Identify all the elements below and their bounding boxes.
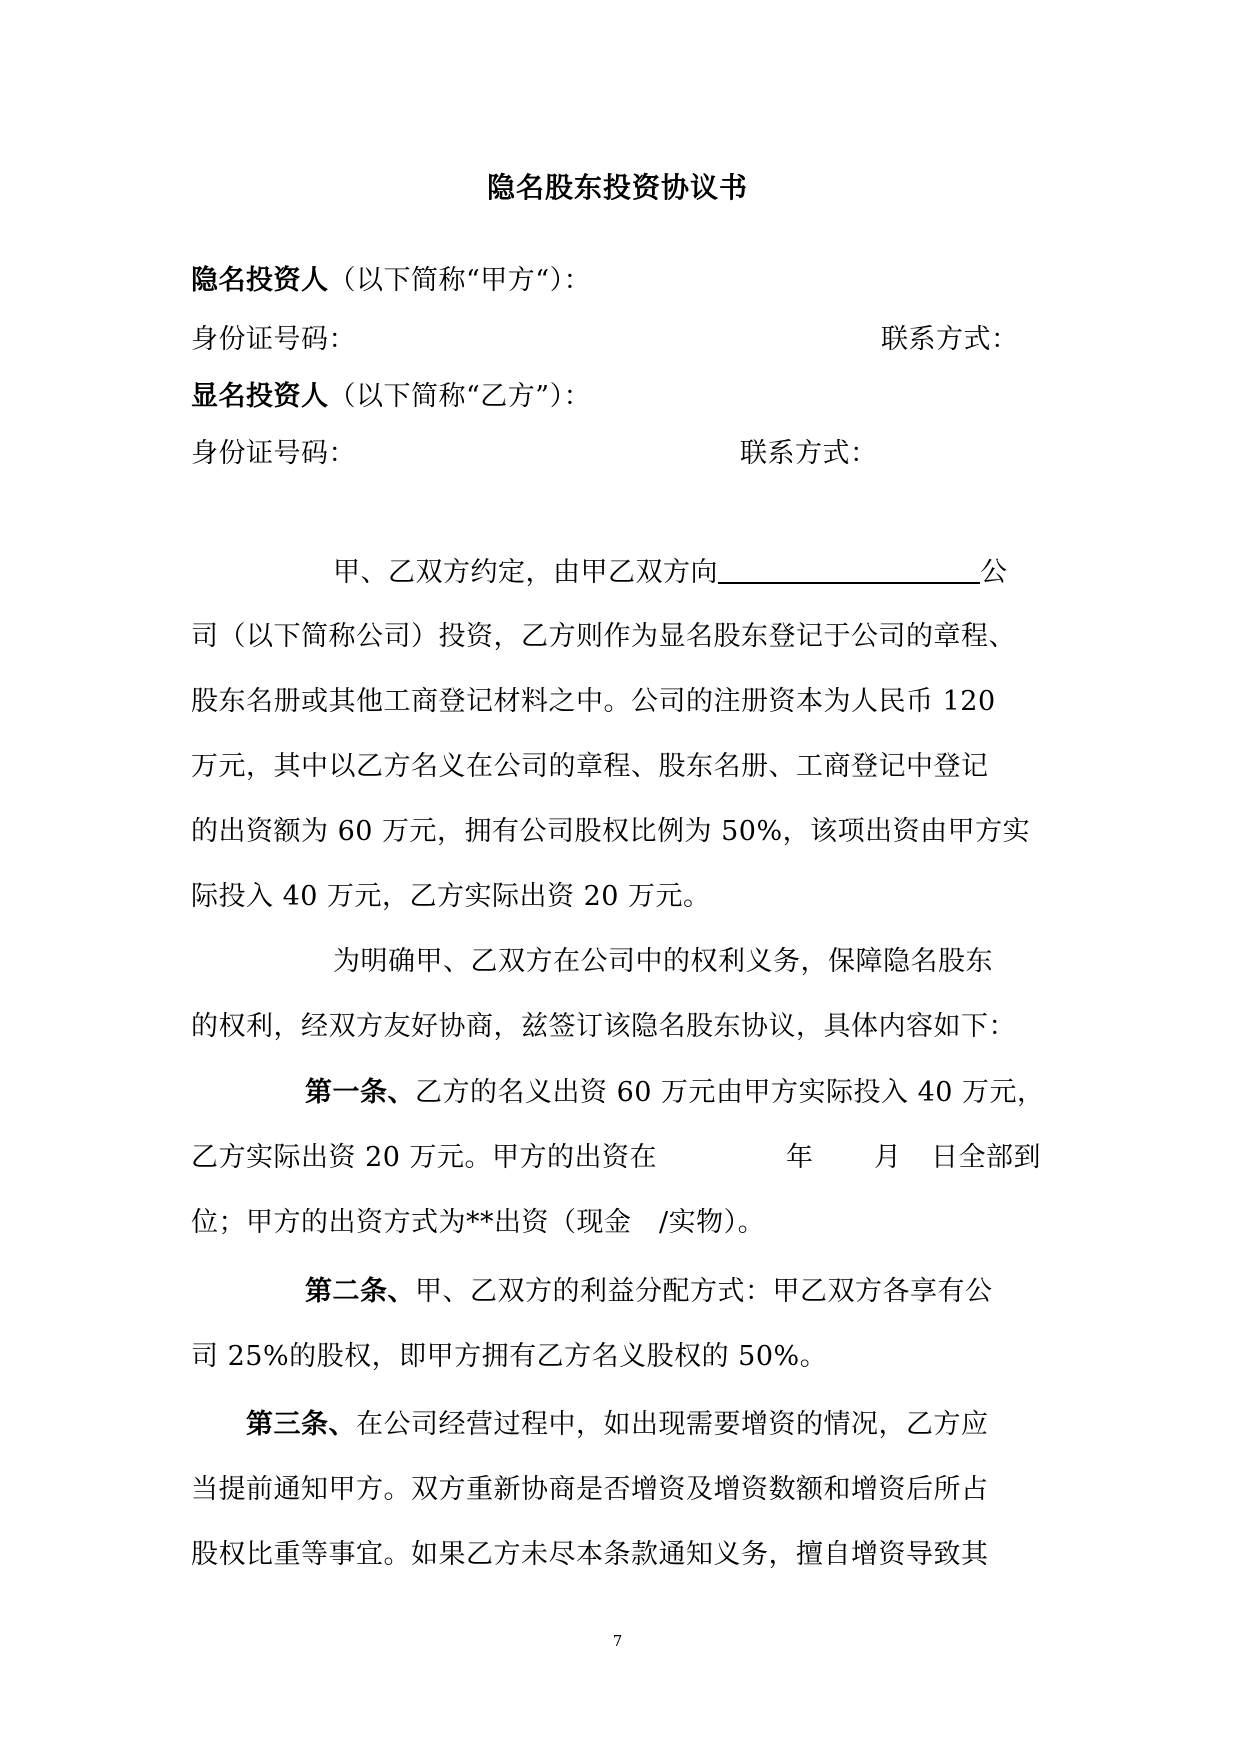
- party-b-contact-label: 联系方式：: [740, 438, 878, 469]
- art3-line1: [246, 1408, 989, 1442]
- para1-line3: 股东名册或其他工商登记材料之中。公司的注册资本为人民币 120: [191, 686, 996, 717]
- art2-label: 第二条、: [305, 1276, 415, 1307]
- party-b-id-label: 身份证号码：: [191, 438, 356, 469]
- art1-line1: [305, 1076, 1045, 1110]
- art1-text1: 乙方的名义出资 60 万元由甲方实际投入 40 万元，: [415, 1077, 1045, 1108]
- para1-line4: 万元，其中以乙方名义在公司的章程、股东名册、工商登记中登记: [191, 751, 989, 782]
- art2-text1: 甲、乙双方的利益分配方式：甲乙双方各享有公: [415, 1276, 993, 1307]
- para1-line2: 司（以下简称公司）投资，乙方则作为显名股东登记于公司的章程、: [191, 621, 1016, 652]
- para1-line5: 的出资额为 60 万元，拥有公司股权比例为 50%，该项出资由甲方实: [191, 816, 1031, 847]
- art1-day: 日全部到: [931, 1142, 1041, 1173]
- art1-line2: 乙方实际出资 20 万元。甲方的出资在: [191, 1142, 658, 1173]
- art3-label: 第三条、: [246, 1409, 356, 1440]
- art2-line2: 司 25%的股权，即甲方拥有乙方名义股权的 50%。: [191, 1341, 828, 1372]
- party-b-line: [191, 380, 591, 414]
- para2-line1: 为明确甲、乙双方在公司中的权利义务，保障隐名股东: [333, 946, 993, 977]
- party-b-label: 显名投资人: [191, 381, 329, 412]
- party-a-contact-label: 联系方式：: [881, 324, 1019, 355]
- party-a-id-line: [191, 323, 356, 357]
- party-a-label: 隐名投资人: [191, 265, 329, 296]
- para1-line6: 际投入 40 万元，乙方实际出资 20 万元。: [191, 881, 711, 912]
- party-b-note: （以下简称“乙方”）：: [328, 381, 592, 412]
- art1-month: 月: [874, 1142, 902, 1173]
- party-a-line: [191, 264, 591, 298]
- party-a-id-label: 身份证号码：: [191, 324, 356, 355]
- party-b-id-line: [191, 437, 356, 471]
- art2-line1: [305, 1275, 993, 1309]
- party-a-note: （以下简称“甲方“）：: [328, 265, 592, 296]
- document-title: 隐名股东投资协议书: [486, 171, 748, 204]
- para1-line1-end: 公: [980, 557, 1008, 588]
- art1-label: 第一条、: [305, 1077, 415, 1108]
- art1-year: 年: [786, 1142, 814, 1173]
- art3-line3: 股权比重等事宜。如果乙方未尽本条款通知义务，擅自增资导致其: [191, 1539, 989, 1570]
- page-number: 7: [612, 1632, 623, 1650]
- company-name-blank: [718, 555, 980, 584]
- art3-text1: 在公司经营过程中，如出现需要增资的情况，乙方应: [356, 1409, 989, 1440]
- para1-line1: [333, 555, 1008, 590]
- art1-line3: 位；甲方的出资方式为**出资（现金 /实物）。: [191, 1207, 766, 1238]
- para1-line1-start: 甲、乙双方约定，由甲乙双方向: [333, 557, 718, 588]
- art3-line2: 当提前通知甲方。双方重新协商是否增资及增资数额和增资后所占: [191, 1474, 989, 1505]
- para2-line2: 的权利，经双方友好协商，兹签订该隐名股东协议，具体内容如下：: [191, 1011, 1016, 1042]
